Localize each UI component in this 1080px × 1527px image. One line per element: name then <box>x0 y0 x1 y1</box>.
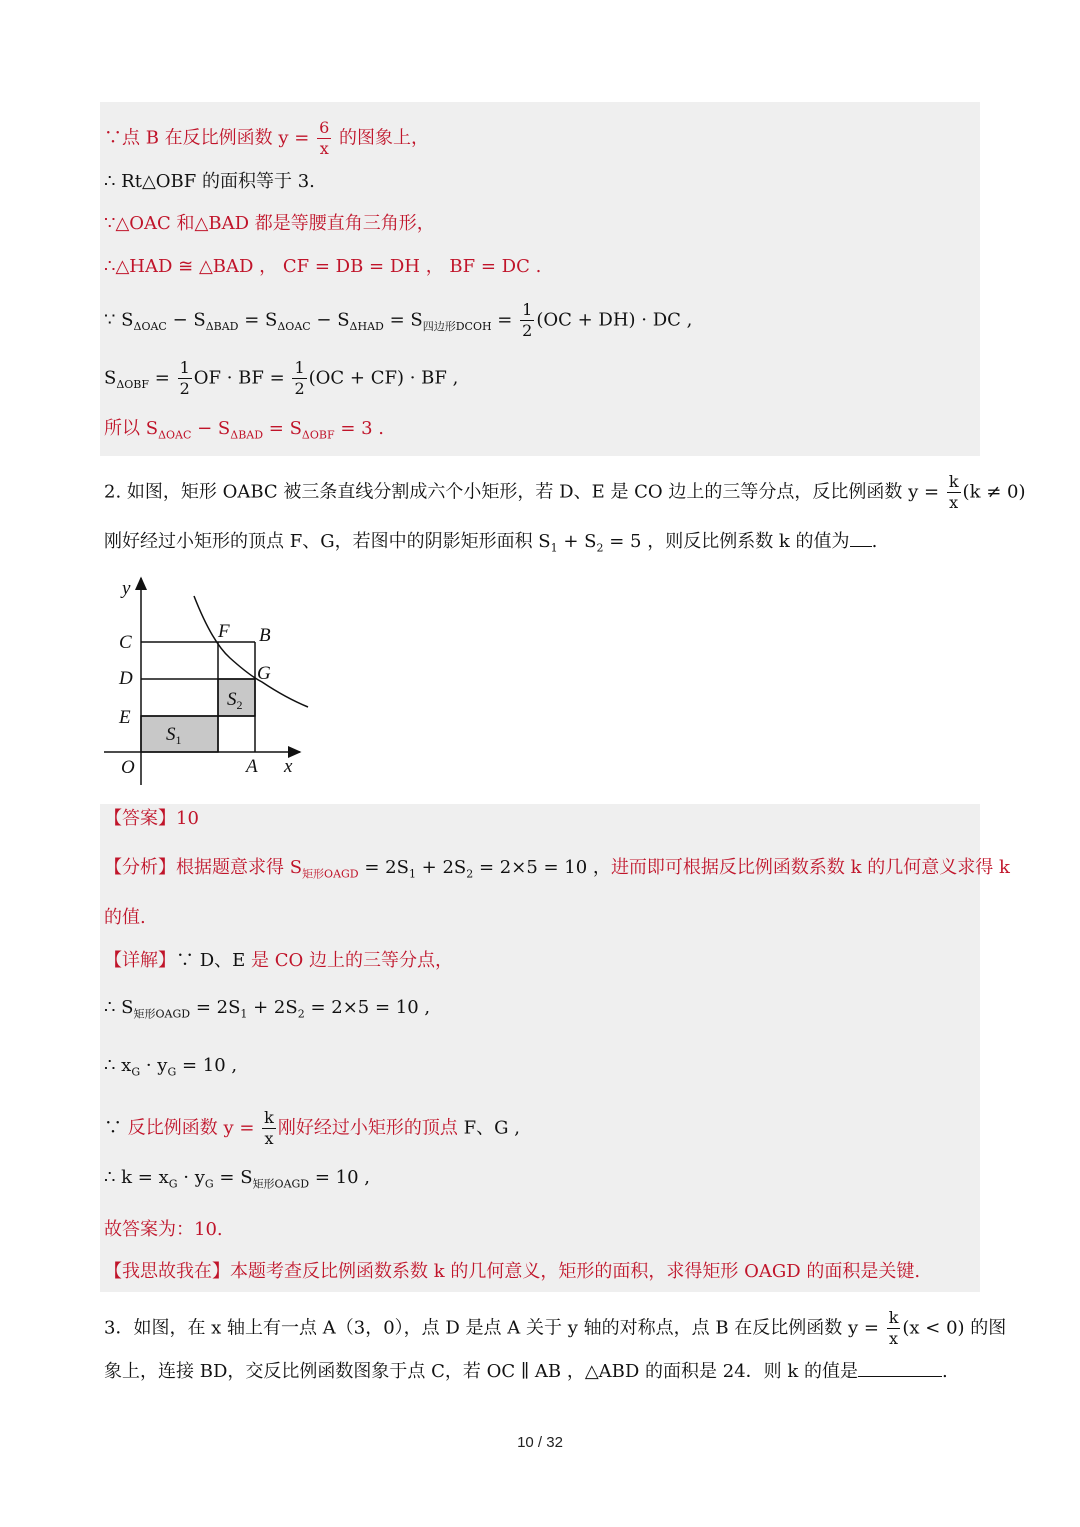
text: 3．如图，在 x 轴上有一点 A（3，0），点 D 是点 A 关于 y 轴的对称点，点 B 在反比例函数 y = <box>104 1317 879 1339</box>
text: 所以 S <box>104 418 159 439</box>
fraction <box>262 1110 276 1147</box>
text: · y <box>177 1167 205 1188</box>
text: 2. 如图，矩形 OABC 被三条直线分割成六个小矩形，若 D、E 是 CO 边上的三等分点，反比例函数 y = <box>104 481 940 503</box>
fraction <box>887 1310 901 1347</box>
subscript: ΔBAD <box>205 320 239 334</box>
text: (OC + CF) · BF , <box>308 367 459 389</box>
label-S1-sub: 1 <box>175 733 182 747</box>
text: ∵ <box>104 1117 128 1139</box>
detail-line-5 <box>104 1166 370 1197</box>
subscript: 矩形OAGD <box>252 1177 310 1191</box>
analysis-tag: 【分析】 <box>104 857 176 878</box>
subscript: 2 <box>596 541 604 555</box>
text: (OC + DH) · DC , <box>536 309 693 331</box>
text: (x < 0) 的图 <box>902 1317 1007 1339</box>
subscript: 1 <box>408 867 416 881</box>
text: + S <box>557 531 597 552</box>
subscript: 1 <box>240 1007 248 1021</box>
text: 故答案为：10. <box>104 1219 223 1240</box>
text: ∵△OAC 和△BAD 都是等腰直角三角形， <box>104 213 435 234</box>
text: = S <box>383 309 423 331</box>
reflection-tag: 【我思故我在】 <box>104 1261 230 1282</box>
numerator: k <box>264 1108 274 1127</box>
detail-line-2 <box>104 996 430 1027</box>
denominator: x <box>889 1329 899 1348</box>
subscript: G <box>131 1065 141 1079</box>
text: . <box>942 1361 948 1382</box>
subscript: 矩形OAGD <box>302 867 359 881</box>
label-S2-sub: 2 <box>236 698 243 712</box>
detail-tag: 【详解】 <box>104 950 176 971</box>
text: ∴ k = x <box>104 1167 169 1188</box>
text: ∴ x <box>104 1055 132 1076</box>
text: − S <box>310 309 350 331</box>
box1-line-2 <box>104 170 315 194</box>
text: = S <box>263 418 302 439</box>
label-O: O <box>121 757 135 778</box>
text: = 3 . <box>334 418 385 439</box>
answer-blank <box>850 530 872 547</box>
text: . <box>871 531 878 552</box>
page-number: 10 / 32 <box>517 1434 563 1451</box>
text: ∴△HAD ≅ △BAD ， CF = DB = DH ， BF = DC . <box>104 256 542 277</box>
text: · y <box>140 1055 168 1076</box>
label-y: y <box>122 578 131 599</box>
text: + 2S <box>247 997 298 1018</box>
text: S <box>104 367 117 389</box>
label-C: C <box>119 632 132 653</box>
text: 本题考查反比例函数系数 k 的几何意义，矩形的面积，求得矩形 OAGD 的面积是关键. <box>230 1261 921 1282</box>
numerator: k <box>948 472 959 491</box>
text: = S <box>213 1167 253 1188</box>
analysis-line-2 <box>104 906 146 930</box>
denominator: 2 <box>179 379 190 398</box>
final-answer-line <box>104 1218 223 1242</box>
answer-value: 10 <box>176 808 199 829</box>
text: = 2S <box>358 857 409 878</box>
fraction <box>947 474 961 511</box>
label-A: A <box>246 756 258 777</box>
q2-line-2 <box>104 530 877 561</box>
answer-tag: 【答案】 <box>104 808 176 829</box>
text: − S <box>166 309 206 331</box>
numerator: 1 <box>294 358 305 377</box>
text: + 2S <box>415 857 467 878</box>
label-x: x <box>284 756 293 777</box>
detail-line-1 <box>104 949 453 973</box>
subscript: ΔOAC <box>277 320 311 334</box>
analysis-line-1 <box>104 856 1010 887</box>
text: = 10 , <box>309 1167 371 1188</box>
text: 是 CO 边上的三等分点， <box>251 950 453 971</box>
subscript: 1 <box>550 541 558 555</box>
numerator: 1 <box>522 300 533 319</box>
label-B: B <box>259 625 271 646</box>
subscript: 2 <box>466 867 474 881</box>
label-D: D <box>119 668 133 689</box>
text: = S <box>238 309 278 331</box>
text: 反比例函数 y = <box>127 1117 255 1139</box>
q2-line-1 <box>104 474 1025 511</box>
denominator: x <box>319 139 329 158</box>
label-S1-main: S <box>166 724 176 745</box>
box1-line-1 <box>104 120 429 157</box>
text: = <box>149 367 170 389</box>
text: 象上，连接 BD，交反比例函数图象于点 C，若 OC ∥ AB ，△ABD 的面积是 24．则 k 的值是 <box>104 1361 859 1382</box>
text: 刚好经过小矩形的顶点 <box>277 1117 464 1139</box>
fraction <box>520 302 534 339</box>
box1-line-3 <box>104 212 435 236</box>
denominator: 2 <box>522 321 533 340</box>
label-S2-main: S <box>227 689 237 710</box>
subscript: G <box>204 1177 214 1191</box>
text: = 10 , <box>176 1055 238 1076</box>
subscript: ΔBAD <box>230 428 264 442</box>
text: − S <box>191 418 231 439</box>
denominator: 2 <box>294 379 305 398</box>
label-E: E <box>119 707 131 728</box>
answer-blank <box>858 1360 942 1377</box>
subscript: ΔOBF <box>116 378 150 392</box>
subscript: 2 <box>297 1007 305 1021</box>
rectangle-figure <box>100 570 320 790</box>
box1-line-4 <box>104 255 541 279</box>
subscript: ΔHAD <box>349 320 384 334</box>
subscript: ΔOAC <box>158 428 192 442</box>
fraction <box>317 120 331 157</box>
reflection-line <box>104 1260 920 1284</box>
denominator: x <box>264 1129 274 1148</box>
numerator: 6 <box>319 118 330 137</box>
text: = 2S <box>190 997 241 1018</box>
answer-line <box>104 807 199 831</box>
box1-line-5 <box>104 302 692 339</box>
box1-line-7 <box>104 417 384 448</box>
subscript: 四边形DCOH <box>422 320 492 334</box>
box1-line-6 <box>104 360 458 397</box>
detail-line-4 <box>104 1110 520 1147</box>
text: ∵ S <box>104 309 134 331</box>
text: 根据题意求得 S <box>176 857 303 878</box>
text: F、G , <box>463 1117 520 1139</box>
subscript: ΔOBF <box>301 428 335 442</box>
text: 的图象上， <box>339 127 430 149</box>
fraction <box>178 360 192 397</box>
text: = 2×5 = 10 ， <box>473 857 611 878</box>
text: ∵点 B 在反比例函数 y = <box>104 127 310 149</box>
text: 进而即可根据反比例函数系数 k 的几何意义求得 k <box>610 857 1010 878</box>
text: = 2×5 = 10 , <box>304 997 431 1018</box>
label-G: G <box>257 663 271 684</box>
text: ∴ S <box>104 997 134 1018</box>
text: OF · BF = <box>193 367 285 389</box>
numerator: k <box>888 1308 899 1327</box>
q3-line-2 <box>104 1360 948 1384</box>
detail-line-3 <box>104 1054 237 1085</box>
label-F: F <box>218 621 230 642</box>
q3-line-1 <box>104 1310 1006 1347</box>
subscript: ΔOAC <box>133 320 167 334</box>
numerator: 1 <box>179 358 190 377</box>
denominator: x <box>949 493 959 512</box>
subscript: G <box>167 1065 177 1079</box>
text: = 5 ，则反比例系数 k 的值为 <box>603 531 850 552</box>
text: (k ≠ 0) <box>962 481 1026 503</box>
subscript: G <box>168 1177 178 1191</box>
text: 刚好经过小矩形的顶点 F、G，若图中的阴影矩形面积 S <box>104 531 551 552</box>
subscript: 矩形OAGD <box>133 1007 191 1021</box>
text: = <box>491 309 513 331</box>
fraction <box>292 360 306 397</box>
text: ∴ Rt△OBF 的面积等于 3. <box>104 171 315 192</box>
text: ∵ D、E <box>176 950 252 971</box>
text: 的值. <box>104 907 146 928</box>
